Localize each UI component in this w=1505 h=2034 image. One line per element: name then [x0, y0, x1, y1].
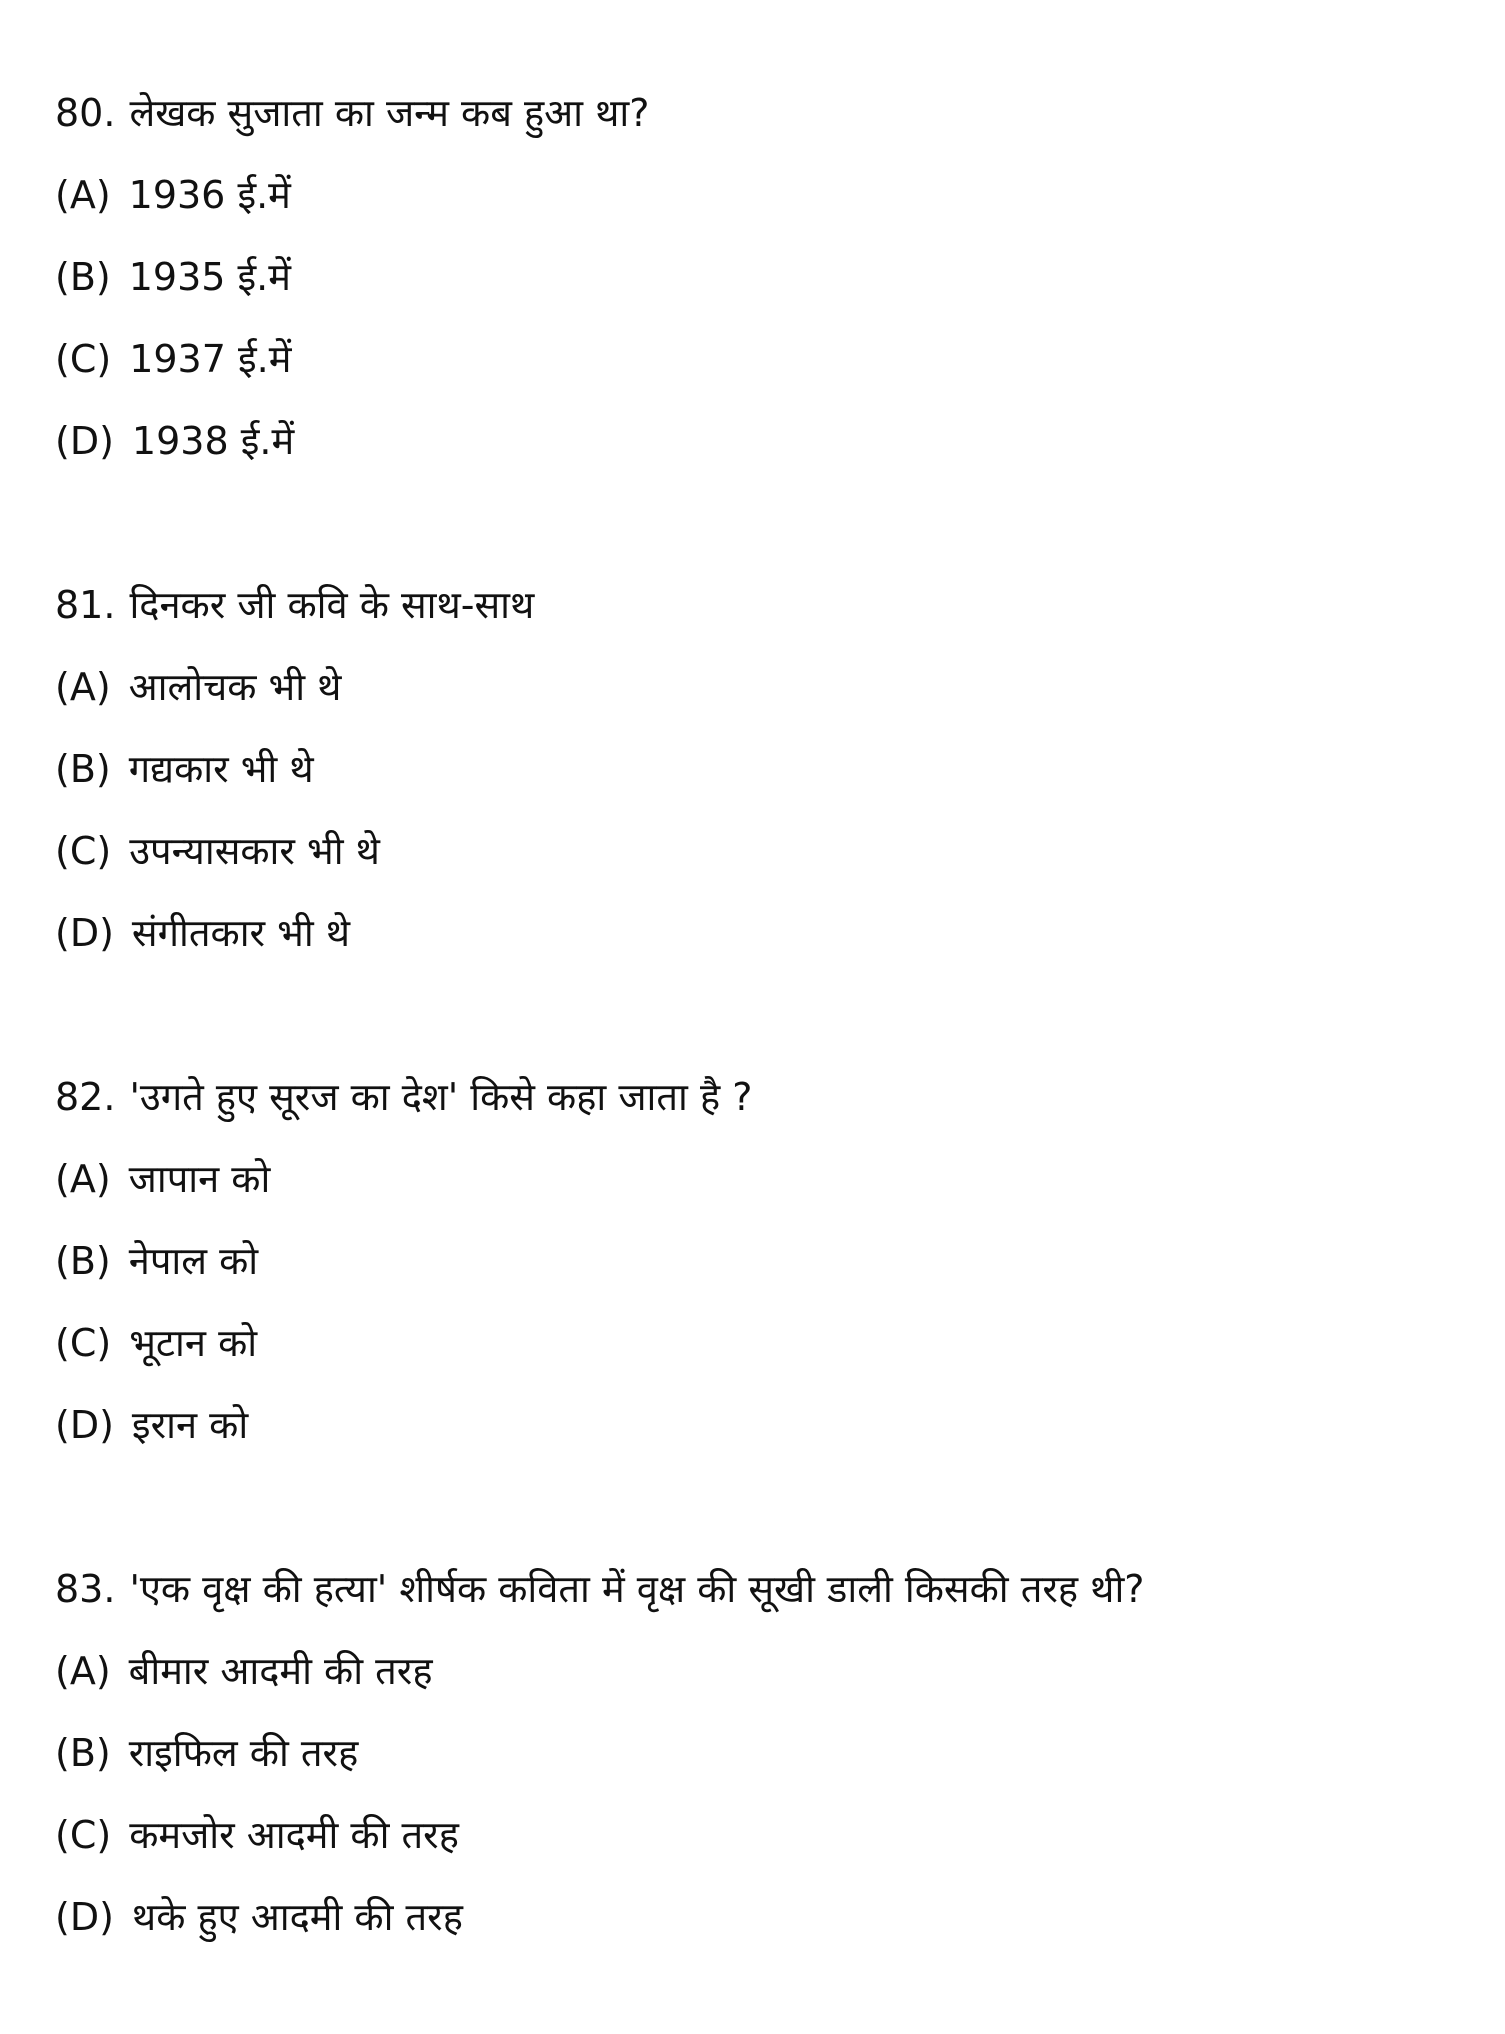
question-81 — [55, 564, 1475, 974]
option-text: 1936 ई.में — [128, 173, 291, 217]
option-a — [55, 154, 1475, 236]
option-label: (B) — [55, 1239, 111, 1283]
question-number: 83. — [55, 1567, 116, 1611]
option-text: नेपाल को — [128, 1239, 259, 1283]
question-text: 'उगते हुए सूरज का देश' किसे कहा जाता है ? — [129, 1075, 753, 1119]
question-text: लेखक सुजाता का जन्म कब हुआ था? — [129, 91, 650, 135]
question-stem — [55, 564, 1475, 646]
question-80 — [55, 72, 1475, 482]
option-d — [55, 892, 1475, 974]
option-label: (A) — [55, 1157, 111, 1201]
option-label: (D) — [55, 1895, 114, 1939]
option-b — [55, 728, 1475, 810]
option-a — [55, 646, 1475, 728]
option-label: (D) — [55, 419, 114, 463]
question-text: 'एक वृक्ष की हत्या' शीर्षक कविता में वृक्ष की सूखी डाली किसकी तरह थी? — [129, 1567, 1145, 1611]
option-text: उपन्यासकार भी थे — [129, 829, 380, 873]
option-text: 1935 ई.में — [128, 255, 291, 299]
option-label: (C) — [55, 829, 112, 873]
option-text: जापान को — [128, 1157, 271, 1201]
option-b — [55, 1712, 1475, 1794]
option-text: बीमार आदमी की तरह — [128, 1649, 433, 1693]
option-text: 1938 ई.में — [131, 419, 295, 463]
option-label: (C) — [55, 1321, 112, 1365]
option-text: भूटान को — [129, 1321, 258, 1365]
option-c — [55, 810, 1475, 892]
question-stem — [55, 72, 1475, 154]
option-c — [55, 1794, 1475, 1876]
option-label: (A) — [55, 173, 111, 217]
option-d — [55, 1384, 1475, 1466]
option-text: इरान को — [131, 1403, 249, 1447]
option-label: (A) — [55, 1649, 111, 1693]
option-label: (B) — [55, 747, 111, 791]
option-a — [55, 1138, 1475, 1220]
question-number: 80. — [55, 91, 116, 135]
option-text: कमजोर आदमी की तरह — [129, 1813, 459, 1857]
question-number: 82. — [55, 1075, 116, 1119]
option-text: 1937 ई.में — [129, 337, 292, 381]
option-text: संगीतकार भी थे — [131, 911, 351, 955]
option-b — [55, 236, 1475, 318]
question-number: 81. — [55, 583, 116, 627]
question-stem — [55, 1548, 1475, 1630]
option-a — [55, 1630, 1475, 1712]
option-text: गद्यकार भी थे — [128, 747, 314, 791]
question-83 — [55, 1548, 1475, 1958]
option-label: (D) — [55, 1403, 114, 1447]
option-label: (C) — [55, 1813, 112, 1857]
question-text: दिनकर जी कवि के साथ-साथ — [129, 583, 535, 627]
option-label: (B) — [55, 255, 111, 299]
option-text: राइफिल की तरह — [128, 1731, 359, 1775]
option-text: आलोचक भी थे — [128, 665, 342, 709]
question-stem — [55, 1056, 1475, 1138]
option-label: (B) — [55, 1731, 111, 1775]
option-d — [55, 400, 1475, 482]
option-label: (A) — [55, 665, 111, 709]
option-label: (C) — [55, 337, 112, 381]
option-b — [55, 1220, 1475, 1302]
option-label: (D) — [55, 911, 114, 955]
question-82 — [55, 1056, 1475, 1466]
option-c — [55, 318, 1475, 400]
option-text: थके हुए आदमी की तरह — [131, 1895, 463, 1939]
option-c — [55, 1302, 1475, 1384]
option-d — [55, 1876, 1475, 1958]
